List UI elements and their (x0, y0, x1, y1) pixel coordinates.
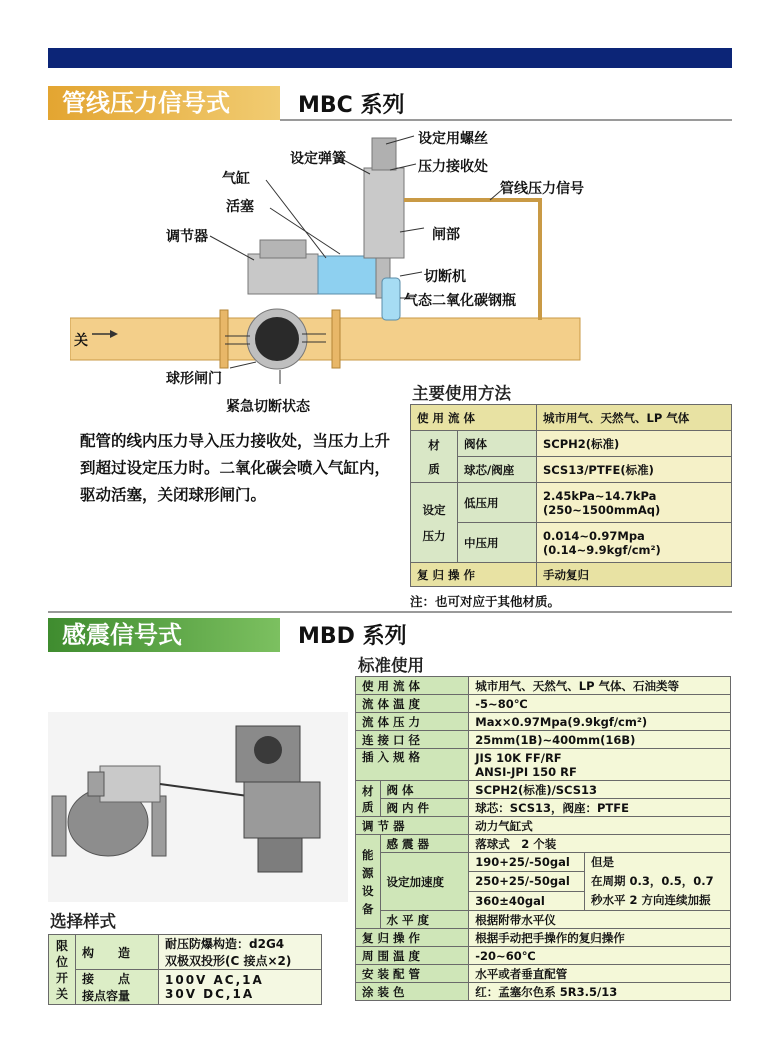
mbc-mid-value-1: 0.014~0.97Mpa (543, 528, 645, 543)
mbd-temp-label: 流 体 温 度 (356, 695, 469, 713)
options-table (48, 934, 322, 1005)
label-valve-part: 闸部 (432, 227, 460, 243)
label-co2-bottle: 气态二氧化碳钢瓶 (404, 293, 516, 309)
mbd-pressure-value: Max×0.97Mpa(9.9kgf/cm²) (469, 713, 731, 731)
mbd-inner-label: 阀 内 件 (380, 799, 469, 817)
mbc-low-value-2: (250~1500mmAq) (543, 502, 661, 517)
label-piston: 活塞 (226, 199, 254, 215)
mbd-insert-value-2: ANSI-JPI 150 RF (475, 764, 577, 779)
mbc-low-value (537, 483, 732, 523)
options-limit-3: 开 (55, 970, 68, 985)
options-struct-value-2: 双极双投形(C 接点×2) (165, 954, 292, 968)
mbd-insert-label: 插 入 规 格 (356, 749, 469, 781)
mbc-section-title: 管线压力信号式 (48, 86, 280, 120)
mbd-accel-note-1: 但是 (591, 855, 615, 869)
label-cutoff: 切断机 (424, 269, 466, 285)
label-cylinder: 气缸 (222, 171, 250, 187)
label-line-pressure-signal: 管线压力信号 (500, 181, 584, 197)
options-struct-value (159, 935, 322, 970)
mbc-diagram (70, 128, 590, 418)
mbd-pressure-label: 流 体 压 力 (356, 713, 469, 731)
mbc-body-label: 阀体 (458, 431, 537, 457)
mbd-ambient-value: -20~60℃ (469, 947, 731, 965)
mbc-divider (280, 119, 732, 121)
label-pressure-receiver: 压力接收处 (418, 159, 488, 175)
options-limit-1: 限 (55, 938, 68, 953)
mbc-reset-value: 手动复归 (537, 563, 732, 587)
mbd-series-title: MBD 系列 (298, 624, 407, 649)
options-title: 选择样式 (50, 912, 116, 931)
mbc-low-label: 低压用 (458, 483, 537, 523)
mbc-low-value-1: 2.45kPa~14.7kPa (543, 488, 657, 503)
mbd-mat-1: 材 (362, 783, 374, 798)
options-contact-label (76, 970, 159, 1005)
mbd-accel-note (585, 853, 731, 911)
mbd-sensor-value: 落球式 2 个装 (469, 835, 731, 853)
mbc-mid-label: 中压用 (458, 523, 537, 563)
mbd-paint-label: 涂 装 色 (356, 983, 469, 1001)
mbd-level-value: 根据附带水平仪 (469, 911, 731, 929)
mbd-accel-label: 设定加速度 (380, 853, 469, 911)
options-contact-label-1: 接 点 (82, 972, 131, 986)
label-emergency: 紧急切断状态 (226, 399, 310, 415)
mbd-standard-title: 标准使用 (358, 656, 424, 675)
options-contact-value (159, 970, 322, 1005)
mbd-reset-value: 根据手动把手操作的复归操作 (469, 929, 731, 947)
mbc-fluid-value: 城市用气、天然气、LP 气体 (537, 405, 732, 431)
mbd-dev-3: 设 (362, 883, 374, 898)
mbd-accel-note-2: 在周期 0.3，0.5，0.7 (591, 874, 714, 888)
mbd-accel-3: 360±40gal (469, 891, 585, 910)
label-regulator: 调节器 (166, 229, 208, 245)
mbc-seat-value: SCS13/PTFE(标准) (537, 457, 732, 483)
label-ball-valve: 球形闸门 (166, 371, 222, 387)
mbd-section-title: 感震信号式 (48, 618, 280, 652)
mbd-reset-label: 复 归 操 作 (356, 929, 469, 947)
mbd-material-label (356, 781, 381, 817)
mbd-install-label: 安 装 配 管 (356, 965, 469, 983)
mbc-series-title: MBC 系列 (298, 93, 405, 118)
mbd-insert-value (469, 749, 731, 781)
mbd-temp-value: -5~80℃ (469, 695, 731, 713)
mbd-dev-2: 源 (362, 865, 374, 880)
mbd-accel-1: 190+25/-50gal (469, 853, 585, 872)
mbd-fluid-label: 使 用 流 体 (356, 677, 469, 695)
label-set-spring: 设定弹簧 (290, 151, 346, 167)
mbd-product-photo (48, 712, 348, 902)
mbc-reset-label: 复 归 操 作 (411, 563, 537, 587)
mbd-port-value: 25mm(1B)~400mm(16B) (469, 731, 731, 749)
mbd-dev-4: 备 (362, 901, 374, 916)
mbc-material-label-1: 材 (428, 437, 440, 452)
options-limit-2: 位 (55, 954, 68, 969)
mbc-description: 配管的线内压力导入压力接收处，当压力上升到超过设定压力时。二氧化碳会喷入气缸内，驱动活塞，关闭球形闸门。 (80, 432, 391, 504)
mbd-insert-value-1: JIS 10K FF/RF (475, 750, 562, 765)
label-close: 关 (74, 333, 88, 349)
mbd-spec-table (355, 676, 731, 1001)
mbd-level-label: 水 平 度 (380, 911, 469, 929)
options-limit-4: 关 (55, 986, 68, 1001)
options-struct-value-1: 耐压防爆构造：d2G4 (165, 937, 285, 951)
mbd-port-label: 连 接 口 径 (356, 731, 469, 749)
options-contact-value-1: 100V AC,1A (165, 973, 264, 987)
mbd-accel-2: 250+25/-50gal (469, 872, 585, 891)
mbd-ambient-label: 周 围 温 度 (356, 947, 469, 965)
options-contact-value-2: 30V DC,1A (165, 987, 255, 1001)
mbc-mid-value (537, 523, 732, 563)
mbc-set-label-2: 压力 (422, 528, 446, 543)
label-set-screw: 设定用螺丝 (418, 131, 488, 147)
mbc-material-label (411, 431, 458, 483)
mbc-mid-value-2: (0.14~9.9kgf/cm²) (543, 542, 661, 557)
mbc-body-value: SCPH2(标准) (537, 431, 732, 457)
mbd-accel-note-3: 秒水平 2 方向连续加振 (591, 893, 711, 907)
mbc-set-label-1: 设定 (422, 502, 446, 517)
mbc-spec-table (410, 404, 732, 587)
mbd-device-label (356, 835, 381, 929)
mbc-seat-label: 球芯/阀座 (458, 457, 537, 483)
mbd-inner-value: 球芯：SCS13，阀座：PTFE (469, 799, 731, 817)
mbc-material-label-2: 质 (428, 461, 440, 476)
mbd-body-value: SCPH2(标准)/SCS13 (469, 781, 731, 799)
mbc-note: 注：也可对应于其他材质。 (410, 594, 561, 609)
mbd-sensor-label: 感 震 器 (380, 835, 469, 853)
mbd-body-label: 阀 体 (380, 781, 469, 799)
section-divider (48, 611, 732, 613)
mbd-reg-label: 调 节 器 (356, 817, 469, 835)
mbc-usage-title: 主要使用方法 (412, 384, 511, 403)
mbd-mat-2: 质 (362, 799, 374, 814)
mbd-install-value: 水平或者垂直配管 (469, 965, 731, 983)
mbc-set-pressure-label (411, 483, 458, 563)
mbd-fluid-value: 城市用气、天然气、LP 气体、石油类等 (469, 677, 731, 695)
mbc-fluid-label: 使 用 流 体 (411, 405, 537, 431)
mbd-dev-1: 能 (362, 847, 374, 862)
mbd-reg-value: 动力气缸式 (469, 817, 731, 835)
options-limit-label (49, 935, 76, 1005)
top-banner (48, 48, 732, 68)
options-struct-label: 构 造 (76, 935, 159, 970)
options-contact-label-2: 接点容量 (82, 989, 131, 1003)
mbd-paint-value: 红：孟塞尔色系 5R3.5/13 (469, 983, 731, 1001)
